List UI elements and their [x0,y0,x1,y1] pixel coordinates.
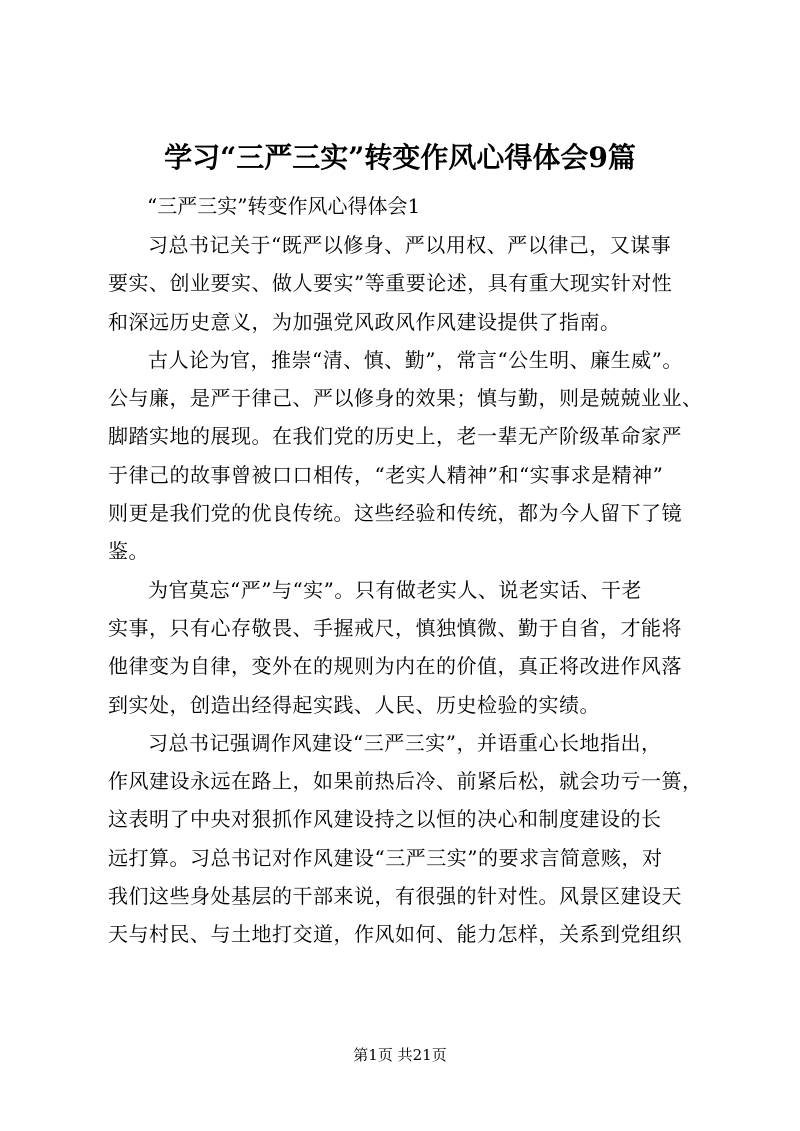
paragraph-line: 作风建设永远在路上，如果前热后冷、前紧后松，就会功亏一篑， [108,769,703,794]
paragraph-line: 要实、创业要实、做人要实”等重要论述，具有重大现实针对性 [108,271,673,296]
paragraph-line: 公与廉，是严于律己、严以修身的效果；慎与勤，则是兢兢业业、 [108,386,703,411]
paragraph-line: 他律变为自律，变外在的规则为内在的价值，真正将改进作风落 [108,654,682,679]
paragraph-line: 为官莫忘“严”与“实”。只有做老实人、说老实话、干老 [148,577,642,602]
paragraph-line: 于律己的故事曾被口口相传，“老实人精神”和“实事求是精神” [108,462,664,487]
paragraph-line: 实事，只有心存敬畏、手握戒尺，慎独慎微、勤于自省，才能将 [108,615,682,640]
paragraph-line: 鉴。 [108,539,149,564]
body-text [108,226,718,954]
section-heading: “三严三实”转变作风心得体会1 [147,194,421,218]
paragraph-line: 天与村民、与土地打交道，作风如何、能力怎样，关系到党组织 [108,922,682,947]
paragraph-line: 则更是我们党的优良传统。这些经验和传统，都为今人留下了镜 [108,501,682,526]
paragraph-line: 脚踏实地的展现。在我们党的历史上，老一辈无产阶级革命家严 [108,424,682,449]
paragraph-line: 远打算。习总书记对作风建设“三严三实”的要求言简意赅，对 [108,845,663,870]
paragraph-line: 到实处，创造出经得起实践、人民、历史检验的实绩。 [108,692,600,717]
paragraph-line: 这表明了中央对狠抓作风建设持之以恒的决心和制度建设的长 [108,807,662,832]
paragraph-line: 习总书记强调作风建设“三严三实”，并语重心长地指出， [148,730,662,755]
paragraph-line: 习总书记关于“既严以修身、严以用权、严以律己，又谋事 [148,233,672,257]
page-number-footer: 第1页 共21页 [353,1046,447,1064]
document-title: 学习“三严三实”转变作风心得体会9篇 [164,141,636,174]
paragraph-line: 和深远历史意义，为加强党风政风作风建设提供了指南。 [108,309,621,334]
paragraph-line: 我们这些身处基层的干部来说，有很强的针对性。风景区建设天 [108,884,682,909]
paragraph-line: 古人论为官，推崇“清、慎、勤”，常言“公生明、廉生威”。 [148,347,683,372]
